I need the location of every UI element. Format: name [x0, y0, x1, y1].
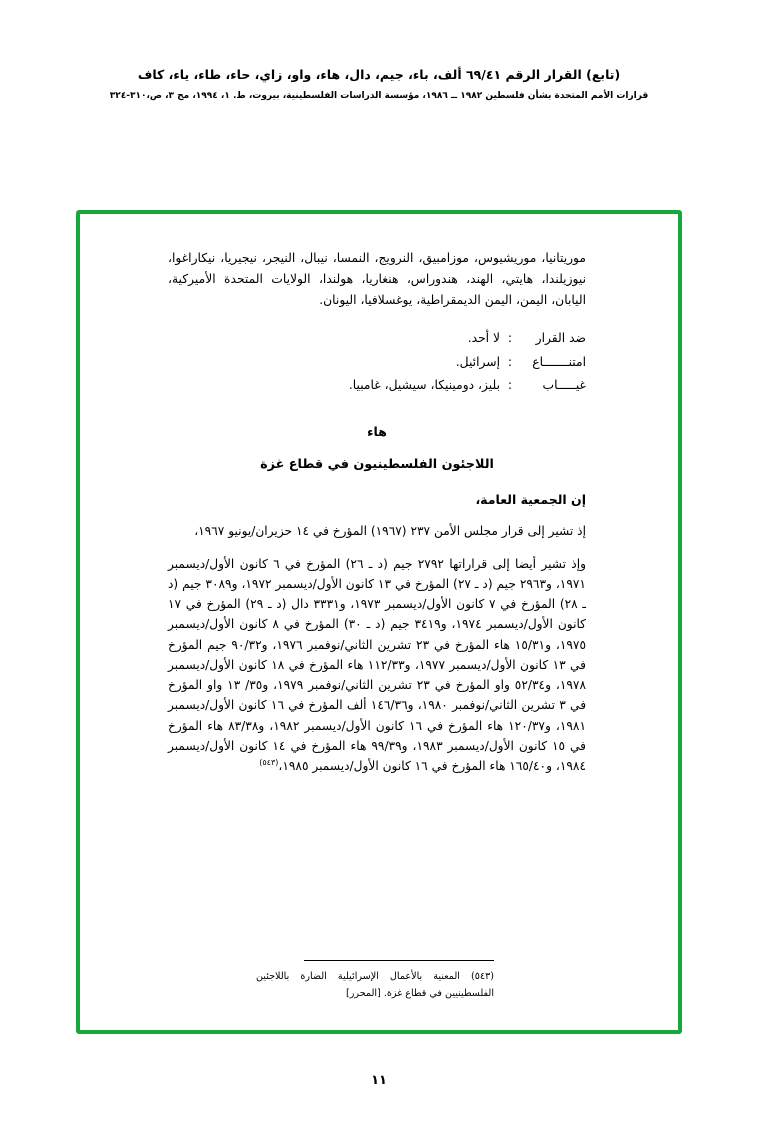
- footnote-divider: [304, 960, 494, 961]
- countries-list: موريتانيا، موريشيوس، موزامبيق، النرويج، النمسا، نيبال، النيجر، نيجيريا، نيكاراغوا، نيوزيلندا، هايتي، الهند، هندوراس، هنغاريا، هولندا، الولايات المتحدة الأميركية، اليابان، اليمن، اليمن الديمقراطية، يوغسلافيا، اليونان.: [168, 251, 586, 308]
- vote-absent-value: بليز، دومينيكا، سيشيل، غامبيا.: [348, 378, 501, 393]
- document-body: [168, 248, 586, 1020]
- footnote-marker: (٥٤٣): [259, 758, 279, 768]
- preamble-paragraph-2: [168, 554, 586, 777]
- vote-abstain-separator: :: [507, 354, 512, 369]
- vote-abstain-value: إسرائيل.: [455, 354, 501, 369]
- footnote-area: [256, 960, 494, 1002]
- vote-against-label: ضد القرار: [535, 331, 586, 346]
- footnote-text: (٥٤٣) المعنية بالأعمال الإسرائيلية الضارة باللاجئين الفلسطينيين في قطاع غزة. [المحرر]: [256, 971, 494, 999]
- vote-abstain-label: امتنـــــــاع: [532, 354, 586, 369]
- page-header: [0, 66, 758, 101]
- vote-absent: [168, 374, 586, 397]
- header-subtitle: قرارات الأمم المتحدة بشأن فلسطين ١٩٨٢ ــ ١٩٨٦، مؤسسة الدراسات الفلسطينية، بيروت، ط. ١، ١٩٩٤، مج ٣، ص،٣١٠-٣٢٤: [109, 90, 649, 101]
- vote-absent-label: غيـــــاب: [542, 378, 586, 393]
- vote-against-value: لا أحد.: [467, 331, 501, 346]
- preamble-paragraph-1: إذ تشير إلى قرار مجلس الأمن ٢٣٧ (١٩٦٧) المؤرخ في ١٤ حزيران/يونيو ١٩٦٧،: [194, 523, 586, 538]
- vote-absent-separator: :: [507, 378, 512, 393]
- preamble-lead: إن الجمعية العامة،: [475, 491, 586, 507]
- preamble-paragraph-2-text: وإذ تشير أيضا إلى قراراتها ٢٧٩٢ جيم (د ـ ٢٦) المؤرخ في ٦ كانون الأول/ديسمبر ١٩٧١، و٢٩٦٣ جيم (د ـ ٢٧) المؤرخ في ١٣ كانون الأول/ديسمبر ١٩٧٢، و٣٠٨٩ جيم (د ـ ٢٨) المؤرخ في ٧ كانون الأول/ديسمبر ١٩٧٣، و٣٣٣١ دال (د ـ ٢٩) المؤرخ في ١٧ كانون الأول/ديسمبر ١٩٧٤، و٣٤١٩ جيم (د ـ ٣٠) المؤرخ في ٨ كانون الأول/ديسمبر ١٩٧٥، و١٥/٣١ هاء المؤرخ في ٢٣ تشرين الثاني/نوفمبر ١٩٧٦، و٩٠/٣٢ جيم المؤرخ في ١٣ كانون الأول/ديسمبر ١٩٧٧، و١١٢/٣٣ هاء المؤرخ في ١٨ كانون الأول/ديسمبر ١٩٧٨، و٥٢/٣٤ واو المؤرخ في ٢٣ تشرين الثاني/نوفمبر ١٩٧٩، و٣٥/ ١٣ واو المؤرخ في ٣ تشرين الثاني/نوفمبر ١٩٨٠، و١٤٦/٣٦ ألف المؤرخ في ١٦ كانون الأول/ديسمبر ١٩٨١، و١٢٠/٣٧ هاء المؤرخ في ١٦ كانون الأول/ديسمبر ١٩٨٢، و٨٣/٣٨ هاء المؤرخ في ١٥ كانون الأول/ديسمبر ١٩٨٣، و٩٩/٣٩ هاء المؤرخ في ١٤ كانون الأول/ديسمبر ١٩٨٤، و١٦٥/٤٠ هاء المؤرخ في ١٦ كانون الأول/ديسمبر ١٩٨٥،: [168, 556, 587, 774]
- section-title: اللاجئون الفلسطينيون في قطاع غزة: [260, 456, 494, 472]
- document-page: [0, 66, 758, 1144]
- page-number: ١١: [371, 1073, 387, 1088]
- section-letter-heading: هاء: [367, 423, 387, 439]
- vote-against: [168, 327, 586, 350]
- green-border-frame: [76, 210, 682, 1034]
- header-title: (تابع) القرار الرقم ٦٩/٤١ ألف، باء، جيم، دال، هاء، واو، زاي، حاء، طاء، ياء، كاف: [137, 67, 621, 82]
- vote-abstain: [168, 351, 586, 374]
- vote-against-separator: :: [507, 331, 512, 346]
